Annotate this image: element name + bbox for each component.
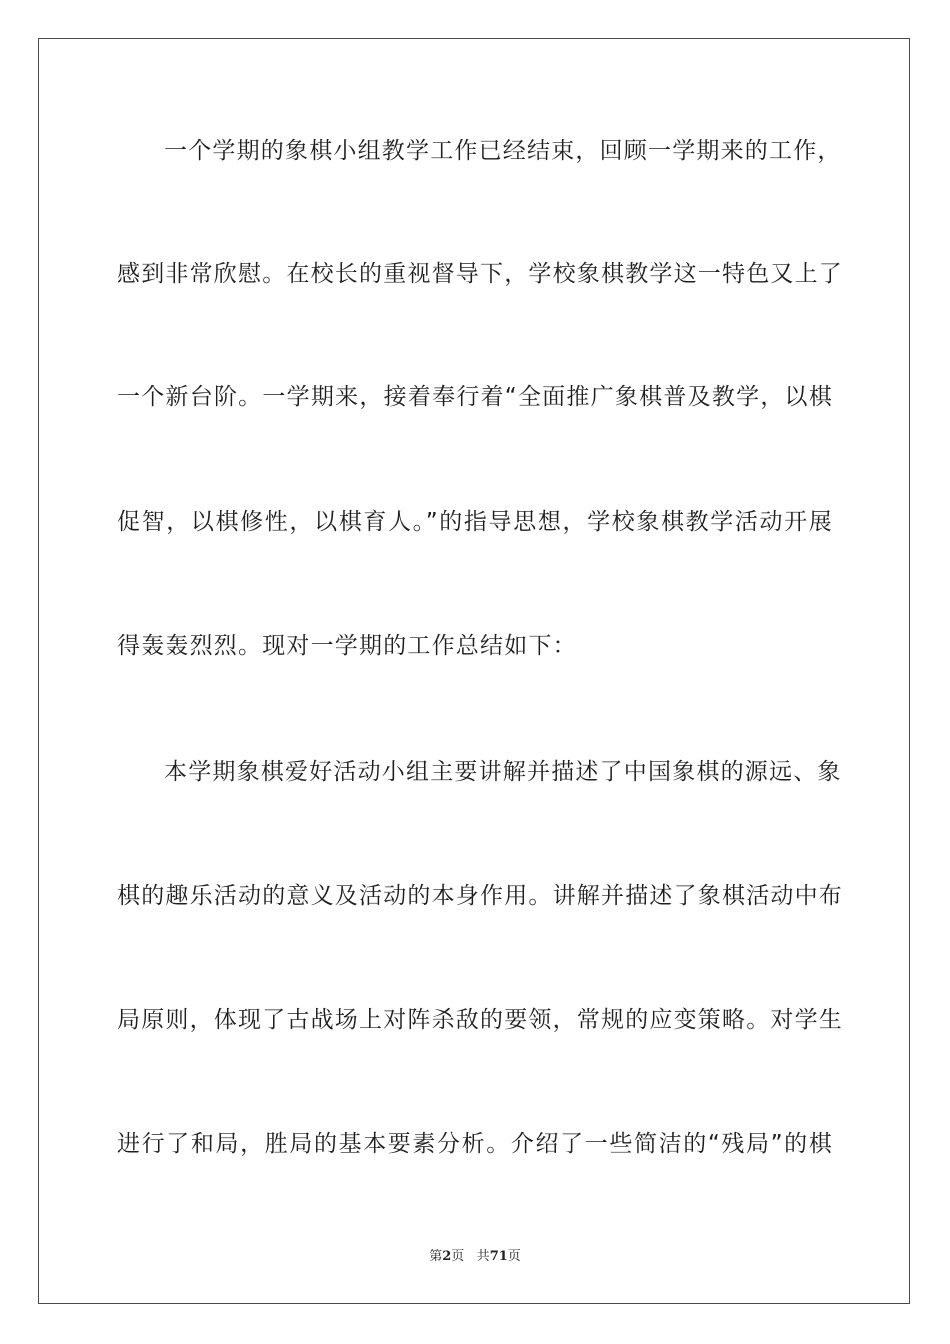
- page-prefix: 第: [429, 1249, 443, 1264]
- paragraph-2-line-4: 进行了和局，胜局的基本要素分析。介绍了一些简洁的“残局”的棋: [117, 1131, 833, 1157]
- paragraph-1-line-4: 促智，以棋修性，以棋育人。”的指导思想，学校象棋教学活动开展: [117, 509, 833, 535]
- total-prefix: 共: [476, 1249, 490, 1264]
- paragraph-1-line-5: 得轰轰烈烈。现对一学期的工作总结如下：: [117, 633, 577, 659]
- paragraph-2-line-3: 局原则，体现了古战场上对阵杀敌的要领，常规的应变策略。对学生: [117, 1007, 843, 1033]
- total-suffix: 页: [507, 1249, 521, 1264]
- paragraph-1-line-1: 一个学期的象棋小组教学工作已经结束，回顾一学期来的工作，: [164, 138, 842, 164]
- page-border: [38, 38, 910, 1304]
- page-suffix: 页: [451, 1249, 465, 1264]
- paragraph-2-line-2: 棋的趣乐活动的意义及活动的本身作用。讲解并描述了象棋活动中布: [117, 883, 843, 909]
- paragraph-1-line-3: 一个新台阶。一学期来，接着奉行着“全面推广象棋普及教学，以棋: [117, 384, 833, 410]
- paragraph-2-line-1: 本学期象棋爱好活动小组主要讲解并描述了中国象棋的源远、象: [164, 759, 842, 785]
- page-footer: [0, 1245, 950, 1264]
- paragraph-1-line-2: 感到非常欣慰。在校长的重视督导下，学校象棋教学这一特色又上了: [117, 261, 843, 287]
- page-number: 2: [442, 1249, 452, 1264]
- total-pages: 71: [489, 1249, 508, 1264]
